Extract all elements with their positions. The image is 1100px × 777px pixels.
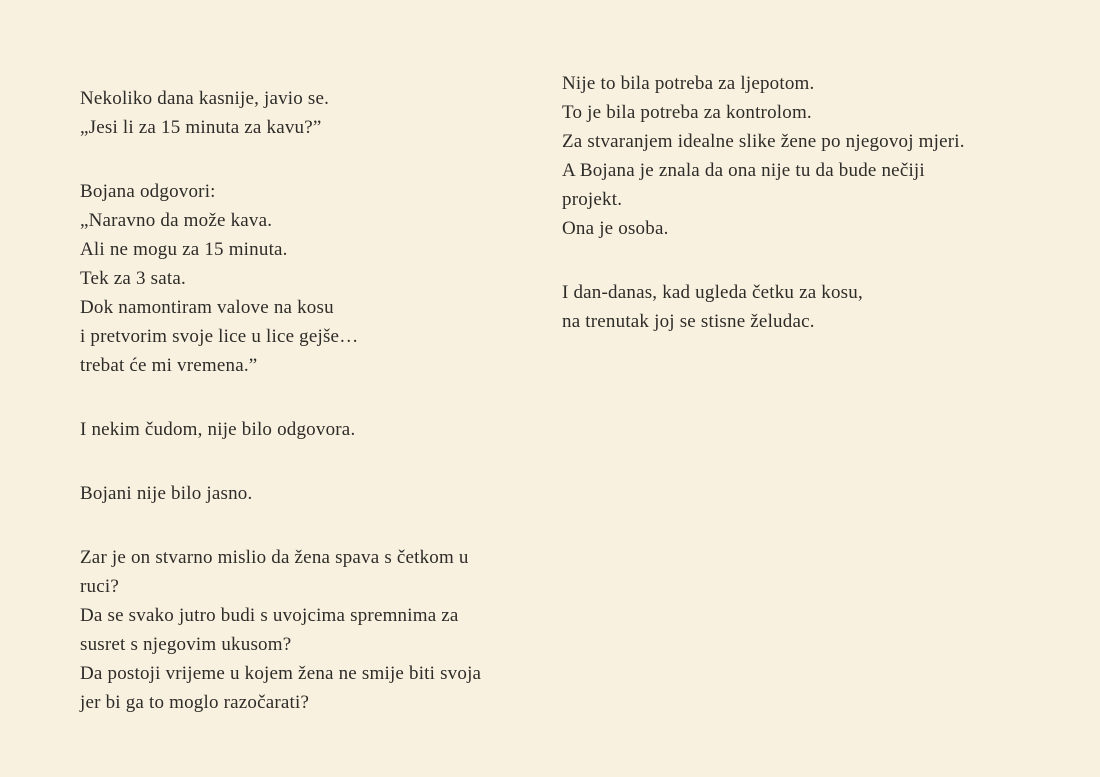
text-line: To je bila potreba za kontrolom. [562, 102, 812, 123]
text-line: Bojani nije bilo jasno. [80, 483, 253, 504]
text-line: Nekoliko dana kasnije, javio se. [80, 88, 330, 109]
text-line: I nekim čudom, nije bilo odgovora. [80, 419, 356, 440]
text-line: Tek za 3 sata. [80, 268, 186, 289]
paragraph [80, 479, 542, 508]
paragraph [80, 84, 542, 142]
text-line: Da postoji vrijeme u kojem žena ne smije biti svoja [80, 663, 482, 684]
text-line: „Naravno da može kava. [80, 210, 273, 231]
left-column [80, 84, 542, 717]
paragraph [80, 543, 542, 717]
text-line: I dan-danas, kad ugleda četku za kosu, [562, 282, 863, 303]
text-line: Bojana odgovori: [80, 181, 216, 202]
paragraph [80, 177, 542, 380]
paragraph [80, 415, 542, 444]
text-line: na trenutak joj se stisne želudac. [562, 311, 815, 332]
text-line: Dok namontiram valove na kosu [80, 297, 334, 318]
text-line: Ali ne mogu za 15 minuta. [80, 239, 288, 260]
text-line: trebat će mi vremena.” [80, 355, 258, 376]
text-line: Ona je osoba. [562, 218, 669, 239]
text-line: susret s njegovim ukusom? [80, 634, 292, 655]
text-line: jer bi ga to moglo razočarati? [80, 692, 310, 713]
text-line: i pretvorim svoje lice u lice gejše… [80, 326, 359, 347]
text-line: Zar je on stvarno mislio da žena spava s četkom u [80, 547, 469, 568]
text-line: Za stvaranjem idealne slike žene po njegovoj mjeri. [562, 131, 965, 152]
text-line: projekt. [562, 189, 623, 210]
text-line: Da se svako jutro budi s uvojcima spremnima za [80, 605, 459, 626]
paragraph [562, 69, 1032, 243]
paragraph [562, 278, 1032, 336]
text-line: ruci? [80, 576, 119, 597]
text-line: Nije to bila potreba za ljepotom. [562, 73, 815, 94]
text-line: „Jesi li za 15 minuta za kavu?” [80, 117, 322, 138]
right-column [562, 69, 1032, 336]
text-line: A Bojana je znala da ona nije tu da bude nečiji [562, 160, 925, 181]
